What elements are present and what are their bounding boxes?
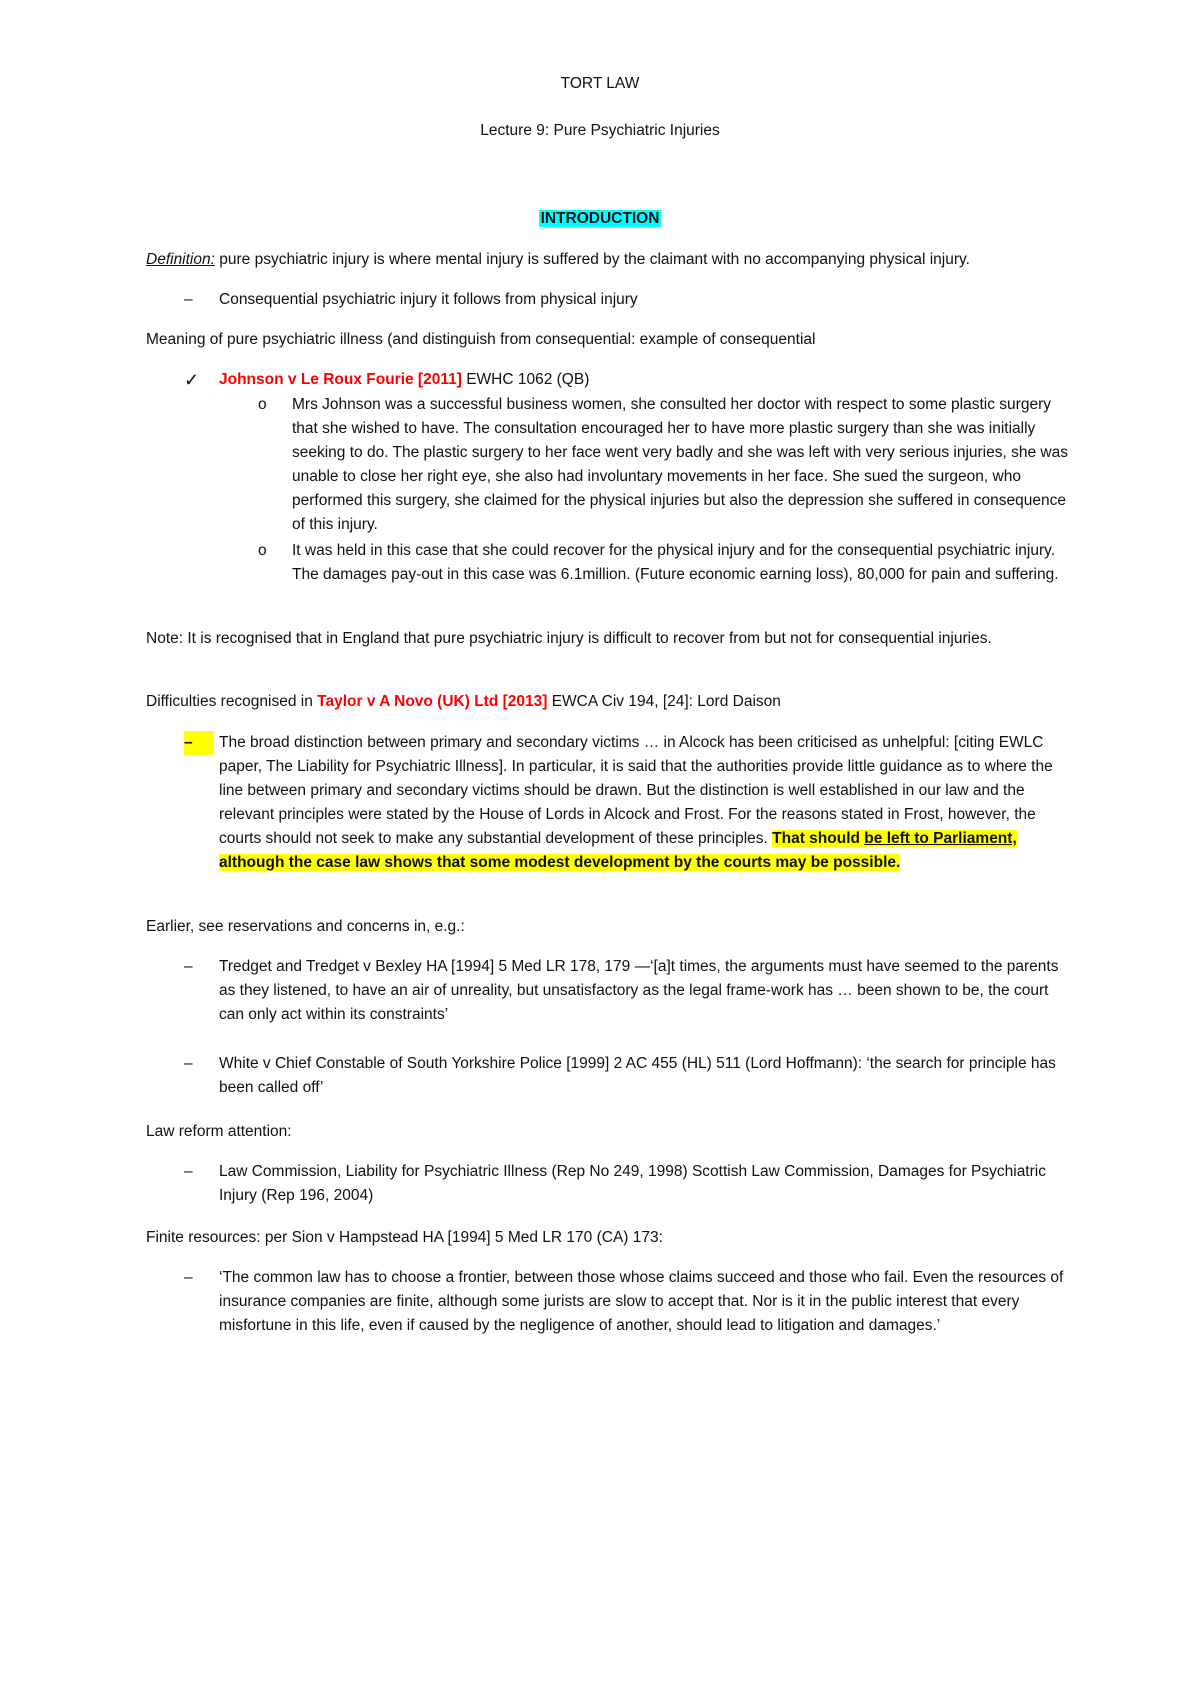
earlier-paragraph: Earlier, see reservations and concerns in, e.g.:	[146, 918, 465, 935]
highlight-text: That should	[772, 830, 865, 847]
definition-text: pure psychiatric injury is where mental injury is suffered by the claimant with no accompanying physical injury.	[214, 251, 970, 268]
bullet-text: Consequential psychiatric injury it follows from physical injury	[219, 291, 638, 308]
difficulties-suffix: EWCA Civ 194, [24]: Lord Daison	[547, 693, 781, 710]
highlight-text: , although the case law shows that some modest development by the courts may be possible.	[219, 830, 1017, 871]
earlier-item-text: Tredget and Tredget v Bexley HA [1994] 5 Med LR 178, 179 —‘[a]t times, the arguments must have seemed to the parents as they listened, to have an air of unreality, but unsatisfactory as the legal frame-work has … been shown to be, the court can only act within its constraints’	[219, 958, 1059, 1023]
johnson-citation: EWHC 1062 (QB)	[461, 371, 590, 388]
checkmark-icon: ✓	[184, 370, 200, 390]
circle-bullet-icon: o	[258, 542, 267, 559]
law-reform-item-text: Law Commission, Liability for Psychiatric Illness (Rep No 249, 1998) Scottish Law Commission, Damages for Psychiatric Injury (Rep 196, 2004)	[219, 1163, 1046, 1204]
definition-label: Definition:	[146, 251, 215, 268]
finite-item-text: ‘The common law has to choose a frontier, between those whose claims succeed and those who fail. Even the resources of insurance companies are finite, although some jurists are slow to accept that. Nor is it in the public interest that every misfortune in this life, even if caused by the negligence of another, should lead to litigation and damages.’	[219, 1269, 1064, 1334]
highlight-underlined-text: be left to Parliament	[864, 830, 1013, 847]
highlighted-dash-marker: –	[184, 731, 214, 755]
difficulties-prefix: Difficulties recognised in	[146, 693, 318, 710]
circle-bullet-icon: o	[258, 396, 267, 413]
dash-marker: –	[184, 958, 193, 975]
section-heading	[0, 207, 1200, 231]
dash-marker: –	[184, 291, 193, 308]
johnson-point-text: It was held in this case that she could recover for the physical injury and for the consequential psychiatric injury. The damages pay-out in this case was 6.1million. (Future economic earning loss), 80,000 for pain and suffering.	[292, 542, 1059, 583]
finite-paragraph: Finite resources: per Sion v Hampstead HA [1994] 5 Med LR 170 (CA) 173:	[146, 1229, 663, 1246]
dash-marker: –	[184, 1055, 193, 1072]
law-reform-paragraph: Law reform attention:	[146, 1123, 292, 1140]
johnson-case-heading	[219, 368, 1069, 392]
meaning-paragraph: Meaning of pure psychiatric illness (and distinguish from consequential: example of consequential	[146, 331, 816, 348]
section-heading-text: INTRODUCTION	[540, 210, 660, 227]
document-title: TORT LAW	[560, 75, 640, 92]
taylor-case-name: Taylor v A Novo (UK) Ltd [2013]	[317, 693, 548, 710]
taylor-quote-text	[219, 731, 1069, 875]
earlier-item-text: White v Chief Constable of South Yorkshire Police [1999] 2 AC 455 (HL) 511 (Lord Hoffmann): ‘the search for principle has been called off’	[219, 1055, 1056, 1096]
dash-marker: –	[184, 1269, 193, 1286]
taylor-quote-plain: The broad distinction between primary and secondary victims … in Alcock has been criticised as unhelpful: [citing EWLC paper, The Liability for Psychiatric Illness]. In particular, it is said that the authorities provide little guidance as to where the line between primary and secondary victims should be drawn. But the distinction is well established in our law and the relevant principles were stated by the House of Lords in Alcock and Frost. For the reasons stated in Frost, however, the courts should not seek to make any substantial development of these principles.	[219, 734, 1053, 847]
lecture-subtitle: Lecture 9: Pure Psychiatric Injuries	[480, 122, 720, 139]
dash-marker: –	[184, 1163, 193, 1180]
definition-paragraph	[146, 248, 1066, 272]
johnson-point-text: Mrs Johnson was a successful business women, she consulted her doctor with respect to some plastic surgery that she wished to have. The consultation encouraged her to have more plastic surgery than she was initially seeking to do. The plastic surgery to her face went very badly and she was left with very serious injuries, she was unable to close her right eye, she also had involuntary movements in her face. She sued the surgeon, who performed this surgery, she claimed for the physical injuries but also the depression she suffered in consequence of this injury.	[292, 396, 1068, 533]
note-paragraph: Note: It is recognised that in England that pure psychiatric injury is difficult to recover from but not for consequential injuries.	[146, 630, 992, 647]
difficulties-paragraph	[146, 690, 1066, 714]
johnson-case-name: Johnson v Le Roux Fourie [2011]	[219, 371, 462, 388]
